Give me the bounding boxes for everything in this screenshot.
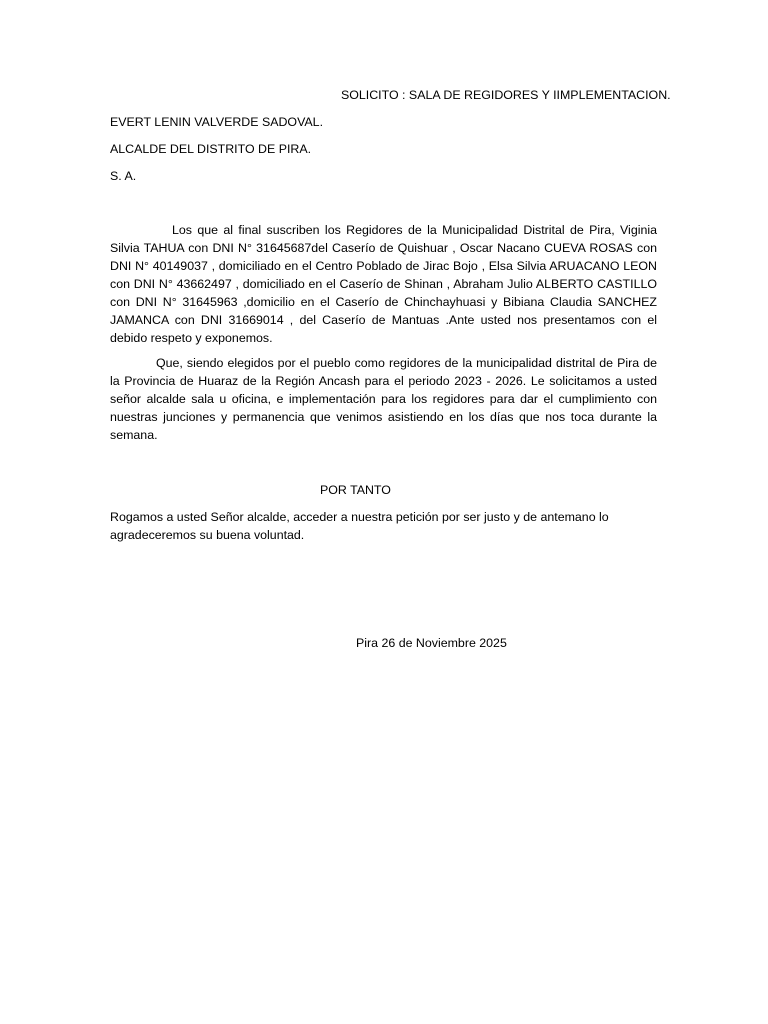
body-paragraph-introduction: Los que al final suscriben los Regidores de la Municipalidad Distrital de Pira, Viginia Silvia TAHUA con DNI N° 31645687del Caserío de Quishuar , Oscar Nacano CUEVA ROSAS con DNI N° 40149037 , domiciliado en el Centro Poblado de Jirac Bojo , Elsa Silvia ARUACANO LEON con DNI N° 43662497 , domiciliado en el Caserío de Shinan , Abraham Julio ALBERTO CASTILLO con DNI N° 31645963 ,domicilio en el Caserío de Chinchayhuasi y Bibiana Claudia SANCHEZ JAMANCA con DNI 31669014 , del Caserío de Mantuas .Ante usted nos presentamos con el debido respeto y exponemos. [110, 223, 657, 345]
body-paragraph-request: Que, siendo elegidos por el pueblo como regidores de la municipalidad distrital de Pira de la Provincia de Huaraz de la Región Ancash para el periodo 2023 - 2026. Le solicitamos a usted señor alcalde sala u oficina, e implementación para los regidores para dar el cumplimiento con nuestras junciones y permanencia que venimos asistiendo en los días que nos toca durante la semana. [110, 356, 657, 442]
conclusion-heading: POR TANTO [320, 483, 391, 497]
closing-request: Rogamos a usted Señor alcalde, acceder a nuestra petición por ser justo y de antemano lo agradeceremos su buena voluntad. [110, 510, 609, 542]
addressee-name: EVERT LENIN VALVERDE SADOVAL. [110, 115, 324, 129]
place-date: Pira 26 de Noviembre 2025 [356, 636, 507, 650]
salutation: S. A. [110, 169, 137, 183]
letter-subject: SOLICITO : SALA DE REGIDORES Y IIMPLEMENTACION. [341, 88, 671, 102]
addressee-title: ALCALDE DEL DISTRITO DE PIRA. [110, 142, 312, 156]
